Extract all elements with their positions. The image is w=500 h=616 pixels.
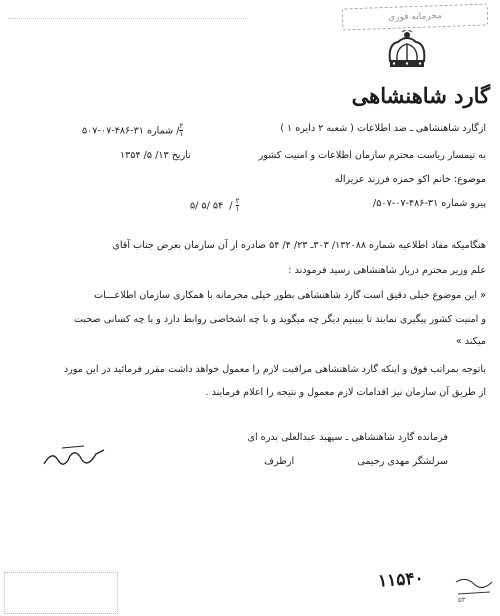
header-from: ازگارد شاهنشاهی ـ ضد اطلاعات ( شعبه ۲ دایره ۱ ) [280,123,486,134]
reference-date: ۵/ ۵/ ۵۴ [190,200,224,212]
top-stamp [342,3,489,30]
body-line: و امنیت کشور پیگیری نمایند تا ببینیم دیگر چه میگوید و با چه اشخاصی روابط دارد و با چه کسانی صحبت [74,314,486,325]
frac-top: ۲ [179,122,184,130]
header-number-text: شماره ۳۱-۴۸۶-۰۷-۵۰۷ [82,125,174,137]
bottom-initials-icon [452,574,496,610]
body-line: باتوجه بمراتب فوق و اینکه گارد شاهنشاهی مراقبت لازم را معمول خواهد داشت مقرر فرمائید در این مورد [63,364,486,375]
reference-prefix: پیرو شماره ۳۱-۴۸۶-۰۷-۵۰۷/ [373,198,486,209]
pahlavi-crown-icon [382,30,432,70]
header-number-fraction [179,123,183,138]
frac-bottom: ۱ [179,130,184,138]
header-subject: موضوع: خانم اکو حمزه فرزند عزیزاله [334,174,486,185]
body-line: میکند » [455,336,486,347]
signature-officer: سرلشگر مهدی رحیمی [357,456,448,467]
handwritten-signature-icon [40,442,110,472]
top-stamp-text: محرمانه فوری [387,11,443,23]
body-line: هنگامیکه مفاد اطلاعیه شماره ۱۳۲۰۸۸/ ۳۰۳ـ ۲۳/ ۴/ ۵۴ صادره از آن سازمان بعرض جناب آقای [112,240,486,251]
header-date: تاریخ ۱۳/ ۵/ ۱۳۵۴ [120,150,191,161]
reference-fraction [236,198,240,213]
body-line: از طریق آن سازمان نیز اقدامات لازم معمول و نتیجه را اعلام فرمایند . [205,387,486,398]
body-line: علم وزیر محترم دربار شاهنشاهی رسید فرمودند : [288,265,486,276]
bottom-note: ۵۳ [458,596,466,604]
top-smudge [8,18,248,21]
header-number: شماره ۳۱-۴۸۶-۰۷-۵۰۷ / $\frac{۲}{۱}$ [82,122,184,138]
ref-frac-bottom: ۱ [235,205,240,213]
bottom-handwritten-number: ۱۱۵۴۰ [377,568,425,592]
document-title: گارد شاهنشاهی [351,83,490,108]
signature-commander: فرمانده گارد شاهنشاهی ـ سپهبد عبدالعلی بدره ای [247,432,448,443]
bottom-left-stamp [4,572,118,614]
signature-from-label: ازطرف [264,456,295,467]
header-reference: ۵/ ۵/ ۵۴ / $\frac{۲}{۱}$ [190,197,240,213]
header-to: به تیمسار ریاست محترم سازمان اطلاعات و امنیت کشور [258,150,486,161]
body-line: « این موضوع خیلی دقیق است گارد شاهنشاهی بطور خیلی محرمانه با همکاری سازمان اطلاعـــات [94,290,486,301]
ref-frac-top: ۲ [235,197,240,205]
